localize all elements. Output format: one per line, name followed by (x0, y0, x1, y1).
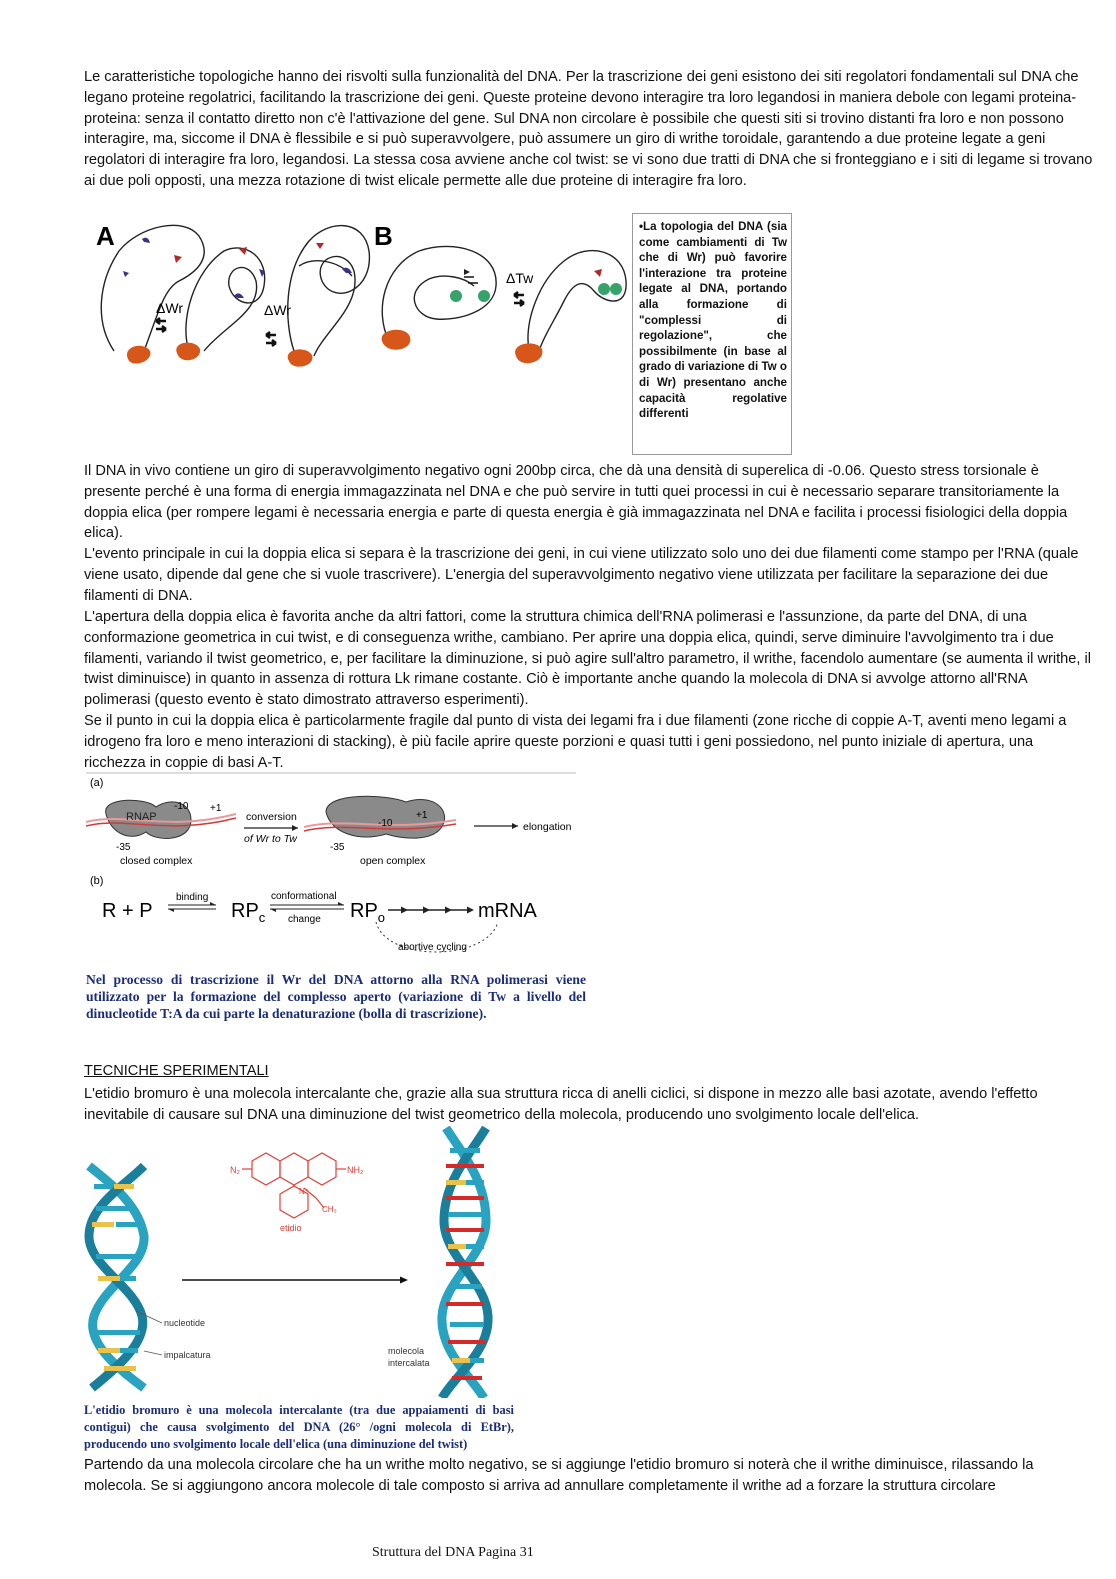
paragraph-ethidium: L'etidio bromuro è una molecola intercalante che, grazie alla sua struttura ricca di anelli ciclici, si dispone in mezzo alle basi azotate, avendo l'effetto inevitabile di causare sul DNA una diminuzione del twist geometrico della molecola, producendo uno svolgimento locale dell'elica. (84, 1086, 1038, 1123)
topology-note: •La topologia del DNA (sia come cambiamenti di Tw che di Wr) può favorire l'interazione tra proteine legate al DNA, portando alla formazione di "complessi di regolazione", che possibilmente (in base al grado di variazione di Tw o di Wr) presentano anche capacità regolative differenti (632, 213, 792, 455)
dna-helix-left (89, 1166, 144, 1388)
protein-blob (515, 343, 542, 363)
intercalata-label: intercalata (388, 1358, 430, 1368)
delta-tw: ΔTw (506, 270, 534, 286)
minus10-b: -10 (378, 818, 393, 829)
section-heading: TECNICHE SPERIMENTALI (84, 1063, 269, 1079)
page-footer: Struttura del DNA Pagina 31 (372, 1545, 534, 1560)
ethidium-caption: L'etidio bromuro è una molecola intercalante (tra due appaiamenti di basi contigui) che causa svolgimento del DNA (26° /ogni molecola di EtBr), producendo uno svolgimento locale dell'elica (una diminuzione del twist) (84, 1403, 514, 1451)
dna-loop-b1 (382, 246, 497, 349)
nh2-label: NH₂ (347, 1165, 364, 1175)
nplus-label: N⁺ (299, 1187, 309, 1196)
no2-label: N₂ (230, 1165, 240, 1175)
paragraph-at-rich: Se il punto in cui la doppia elica è particolarmente fragile dal punto di vista dei legami fra i due filamenti (zone ricche di coppie A-T, aventi meno legami a idrogeno fra loro e meno interazioni di stacking), è più facile aprire queste porzioni e quasi tutti i geni possiedono, nel punto iniziale di apertura, una ricchezza in coppie di basi A-T. (84, 713, 1067, 771)
paragraph-writhe: Partendo da una molecola circolare che ha un writhe molto negativo, se si aggiunge l'etidio bromuro si noterà che il writhe diminuisce, rilassando la molecola. Se si aggiungono ancora molecole di tale composto si arriva ad annullare completamente il writhe ad a forzare la struttura circolare (84, 1457, 1034, 1494)
mrna-label: mRNA (478, 900, 537, 922)
nucleotide-label: nucleotide (164, 1318, 206, 1328)
minus35-b: -35 (330, 842, 345, 853)
plus1-b: +1 (416, 810, 428, 821)
molecola-label: molecola (388, 1346, 425, 1356)
delta-wr-2: ΔWr (264, 302, 291, 318)
protein-blob (127, 346, 151, 364)
minus10-a: -10 (174, 801, 189, 812)
r-plus-p: R + P (102, 900, 153, 922)
rnap-figure (86, 772, 586, 967)
abortive-cycling-label: abortive cycling (398, 942, 467, 953)
paragraph-supercoiling: Il DNA in vivo contiene un giro di superavvolgimento negativo ogni 200bp circa, che dà una densità di superelica di -0.06. Questo stress torsionale è presente perché è una forma di energia immagazzinata nel DNA e che può servire in tutti quei processi in cui è necessario separare transitoriamente la doppia elica (per rompere legami è necessaria energia e parte di questa energia è già immagazzinata nel DNA e facilita i processi fisiologici della doppia elica). (84, 463, 1068, 542)
elongation-label: elongation (523, 821, 572, 833)
paragraph-topology: Le caratteristiche topologiche hanno dei risvolti sulla funzionalità del DNA. Per la trascrizione dei geni esistono dei siti regolatori fondamentali sul DNA che legano proteine regolatrici, facilitando la trascrizione dei geni. Queste proteine devono interagire tra loro legandosi in maniera debole con legami proteina-proteina: senza il contatto diretto non c'è l'attivazione del gene. Sul DNA non circolare è possibile che questi siti si trovino distanti fra loro e non possono interagire, ma, siccome il DNA è flessibile e si può superavvolgere, può assumere un giro di writhe toroidale, garantendo a due proteine legate a geni regolatori di interagire fra loro, legandosi. La stessa cosa avviene anche col twist: se vi sono due tratti di DNA che si fronteggiano e i siti di legame si trovano ai due poli opposti, una mezza rotazione di twist elicale permette alle due proteine di interagire fra loro. (84, 69, 1093, 189)
rnap-caption: Nel processo di trascrizione il Wr del DNA attorno alla RNA polimerasi viene utilizzato per la formazione del complesso aperto (variazione di Tw a livello del dinucleotide T:A da cui parte la denaturazione (bolla di trascrizione). (86, 972, 586, 1021)
dna-loop-b2 (515, 251, 626, 364)
conversion-label-2: of Wr to Tw (244, 833, 297, 845)
etidio-label: etidio (280, 1223, 302, 1233)
conversion-label: conversion (246, 811, 297, 823)
label-b: (b) (90, 875, 104, 887)
binding-label: binding (176, 892, 209, 903)
protein-blob (288, 349, 313, 366)
ethidium-figure (84, 1126, 524, 1398)
rnap-label: RNAP (126, 811, 157, 823)
protein-blob (382, 330, 411, 350)
topology-figure (84, 211, 632, 373)
label-b: B (374, 221, 393, 251)
minus35-a: -35 (116, 842, 131, 853)
dna-loop-a2 (176, 247, 265, 360)
paragraph-opening: L'apertura della doppia elica è favorita anche da altri fattori, come la struttura chimica dell'RNA polimerasi e l'assunzione, da parte del DNA, di una conformazione geometrica in cui twist, e di conseguenza writhe, cambiano. Per aprire una doppia elica, quindi, serve diminuire l'avvolgimento tra i due filamenti, variando il twist geometrico, e, per facilitare la diminuzione, si può agire sull'altro parametro, il writhe, facendolo aumentare (se aumenta il writhe, il twist diminuisce) in quanto in assenza di rottura Lk rimane costante. Ciò è importante anche quando la molecola di DNA si avvolge attorno all'RNA polimerasi (questo evento è stato dimostrato attraverso esperimenti). (84, 609, 1091, 709)
delta-wr-1: ΔWr (156, 300, 183, 316)
dna-loop-a3 (288, 226, 370, 367)
rpc-label: $RP_c$ (231, 900, 266, 925)
label-a: A (96, 221, 115, 251)
closed-complex-label: closed complex (120, 855, 193, 867)
rpo-label: $RP_o$ (350, 900, 386, 925)
dna-helix-right (442, 1128, 488, 1398)
plus1-a: +1 (210, 803, 222, 814)
ch3-label: CH₃ (322, 1205, 337, 1214)
change-label: change (288, 914, 321, 925)
impalcatura-label: impalcatura (164, 1350, 211, 1360)
label-a: (a) (90, 777, 104, 789)
open-complex-label: open complex (360, 855, 426, 867)
protein-blob (176, 343, 200, 361)
paragraph-transcription: L'evento principale in cui la doppia elica si separa è la trascrizione dei geni, in cui viene utilizzato solo uno dei due filamenti come stampo per l'RNA (quale viene usato, dipende dal gene che si vuole trascrivere). L'energia del superavvolgimento negativo viene utilizzata per facilitare la separazione dei due filamenti di DNA. (84, 546, 1079, 604)
conformational-label: conformational (271, 891, 337, 902)
